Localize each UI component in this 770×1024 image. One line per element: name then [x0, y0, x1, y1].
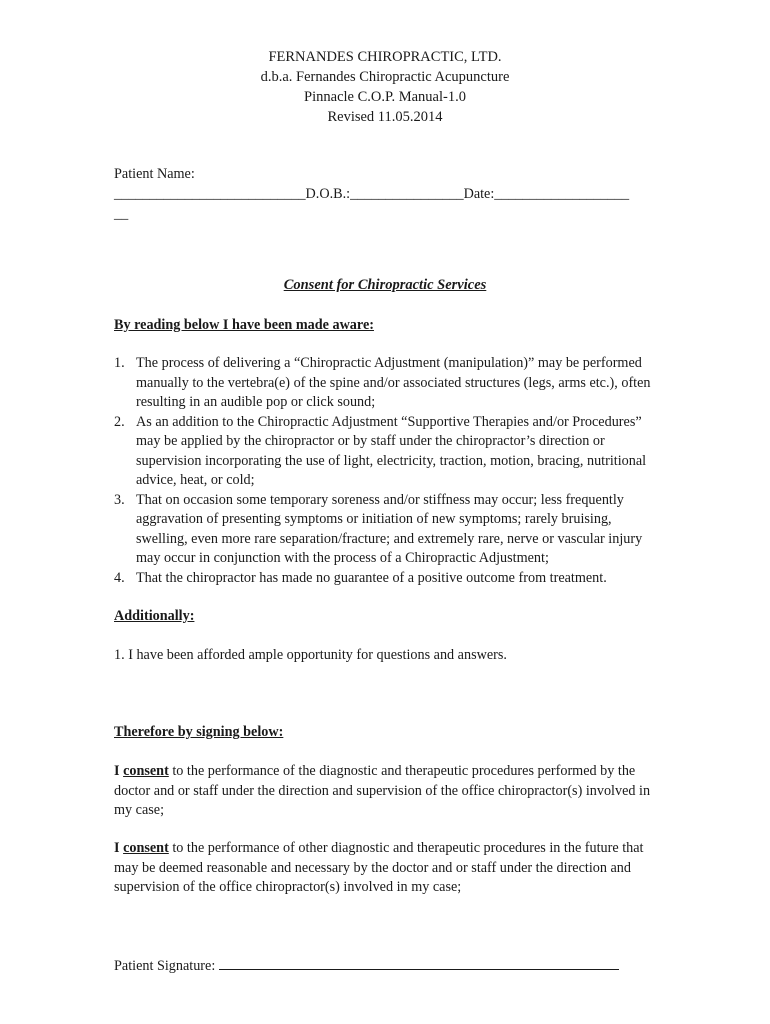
list-item [114, 569, 659, 589]
list-item-text: The process of delivering a “Chiropractic Adjustment (manipulation)” may be performed manually to the vertebra(e) of the spine and/or associated structures (legs, arms etc.), often resulting in an audible pop or click sound; [136, 355, 651, 410]
consent-title: Consent for Chiropractic Services [283, 277, 487, 293]
company-dba: d.b.a. Fernandes Chiropractic Acupuncture [260, 69, 510, 85]
additional-item: 1. I have been afforded ample opportunity for questions and answers. [114, 647, 507, 663]
list-item-text: That on occasion some temporary soreness and/or stiffness may occur; less frequently aggravation of presenting symptoms or initiation of new symptoms; rarely bruising, swelling, even more rare separation/fracture; and extremely rare, nerve or vascular injury may occur in conjunction with the process of a Chiropractic Adjustment; [136, 491, 643, 566]
list-item-number: 3. [114, 491, 125, 508]
patient-fields-line-continued: __ [114, 206, 129, 222]
therefore-heading: Therefore by signing below: [114, 724, 284, 740]
awareness-list [114, 354, 659, 588]
consent-keyword: consent [123, 840, 169, 856]
list-item-number: 2. [114, 413, 125, 430]
manual-name: Pinnacle C.O.P. Manual-1.0 [304, 89, 466, 105]
list-item-text: That the chiropractor has made no guarantee of a positive outcome from treatment. [136, 569, 607, 586]
list-item [114, 413, 659, 491]
consent-paragraph [114, 839, 659, 898]
list-item [114, 354, 659, 413]
signature-row [114, 955, 634, 977]
consent-lead: I [114, 840, 124, 856]
revision-date: Revised 11.05.2014 [327, 109, 443, 125]
consent-keyword: consent [123, 763, 169, 779]
additionally-heading: Additionally: [114, 608, 195, 624]
list-item-number: 1. [114, 355, 125, 371]
list-item-number: 4. [114, 569, 125, 586]
document-header [0, 47, 770, 127]
signature-label: Patient Signature: [114, 958, 216, 974]
aware-heading: By reading below I have been made aware: [114, 317, 374, 333]
consent-paragraph [114, 762, 659, 821]
list-item [114, 491, 659, 569]
list-item-text: As an addition to the Chiropractic Adjustment “Supportive Therapies and/or Procedures” may be applied by the chiropractor or by staff under the chiropractor’s direction or supervision incorporating the use of light, electricity, traction, motion, bracing, nutritional advice, heat, or cold; [136, 413, 647, 488]
consent-lead: I [114, 763, 124, 779]
patient-name-label: Patient Name: [114, 166, 195, 182]
consent-text: to the performance of other diagnostic and therapeutic procedures in the future that may be deemed reasonable and necessary by the doctor and or staff under the direction and supervision of the office chiropractor(s) involved in my case; [114, 840, 644, 895]
signature-line[interactable] [219, 955, 619, 970]
consent-text: to the performance of the diagnostic and therapeutic procedures performed by the doctor and or staff under the direction and supervision of the office chiropractor(s) involved in my case; [114, 763, 651, 818]
patient-fields-line[interactable]: ___________________________D.O.B.:________________Date:___________________ [114, 186, 630, 202]
company-name: FERNANDES CHIROPRACTIC, LTD. [268, 49, 502, 65]
